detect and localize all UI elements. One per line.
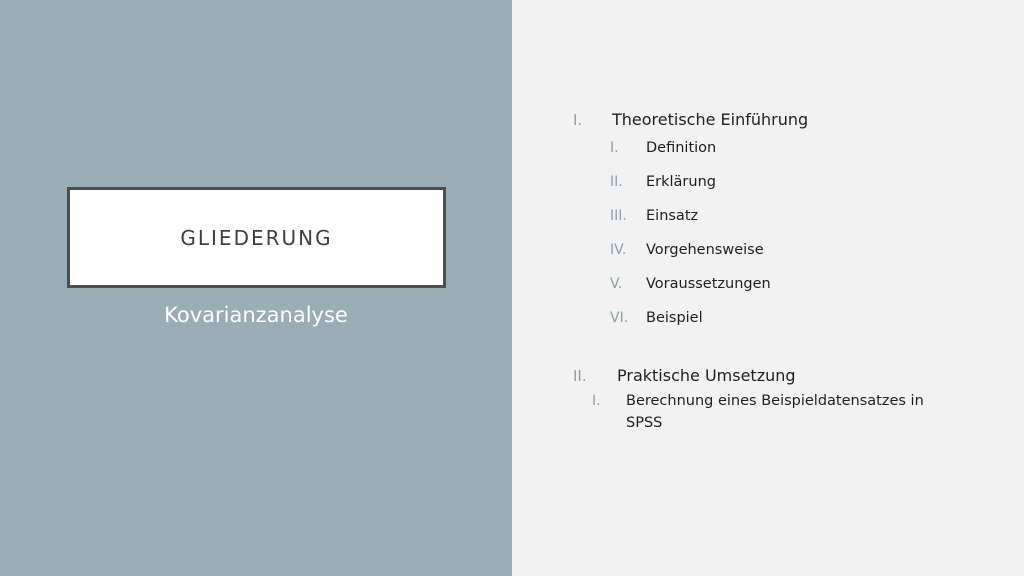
outline-list [560, 106, 980, 434]
outline-label: Voraussetzungen [646, 276, 771, 292]
outline-label: Praktische Umsetzung [617, 366, 796, 385]
outline-subitem [560, 304, 980, 338]
outline-label: Erklärung [646, 174, 716, 190]
outline-label: Vorgehensweise [646, 242, 764, 258]
outline-subitem [560, 236, 980, 270]
outline-number: VI. [610, 310, 629, 326]
outline-number: I. [592, 393, 601, 409]
outline-number: II. [573, 367, 587, 385]
outline-label: Theoretische Einführung [612, 110, 809, 129]
slide-title: GLIEDERUNG [180, 225, 333, 250]
outline-subitem [560, 270, 980, 304]
outline-subitem [560, 202, 980, 236]
outline-label: Einsatz [646, 208, 699, 224]
outline-number: V. [610, 276, 623, 292]
slide-subtitle: Kovarianzanalyse [164, 303, 348, 327]
outline-subitem [560, 134, 980, 168]
spacer [560, 338, 980, 362]
outline-number: I. [573, 111, 583, 129]
title-box [67, 187, 446, 288]
outline-number: II. [610, 174, 623, 190]
outline-subitem [560, 168, 980, 202]
outline-label: Definition [646, 140, 717, 156]
outline-number: III. [610, 208, 627, 224]
outline-number: IV. [610, 242, 627, 258]
outline-section-1 [560, 106, 980, 134]
outline-label: Beispiel [646, 310, 703, 326]
outline-label: Berechnung eines Beispieldatensatzes in SPSS [626, 393, 924, 431]
outline-section-2 [560, 362, 980, 390]
outline-number: I. [610, 140, 619, 156]
outline-subitem [560, 390, 980, 434]
